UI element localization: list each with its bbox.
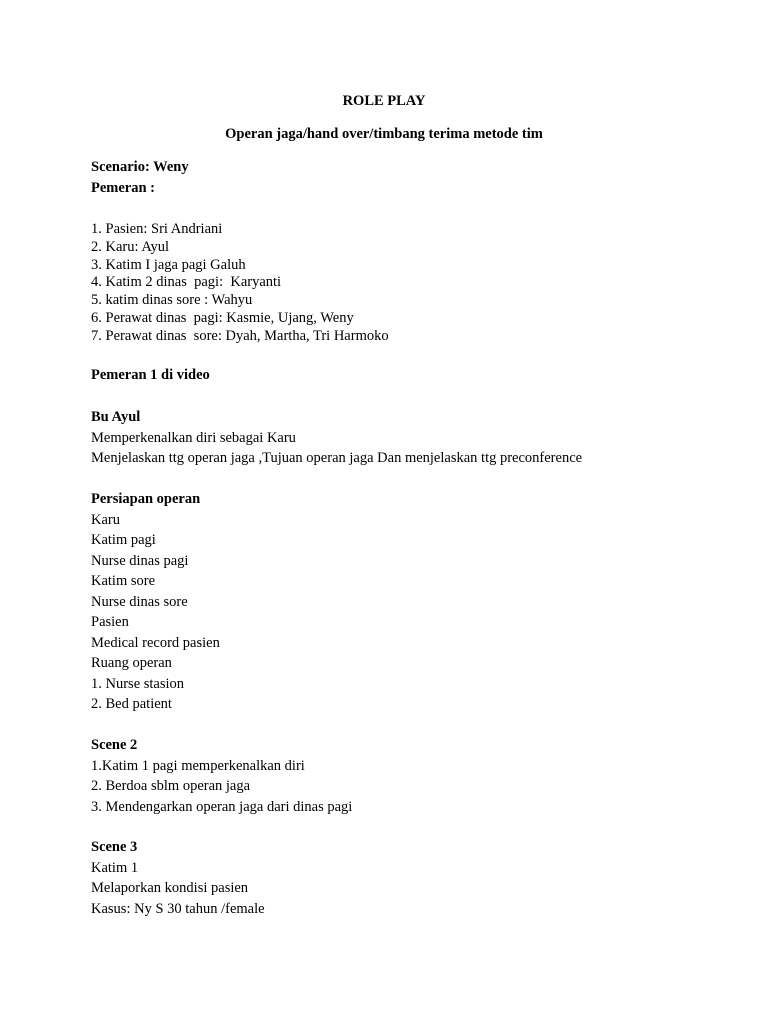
section-line: Melaporkan kondisi pasien [91,880,249,896]
section-line: Karu [91,511,120,528]
section-line: Nurse dinas sore [91,593,188,610]
cast-item: 2. Karu: Ayul [91,238,170,255]
document-title: ROLE PLAY [342,93,426,109]
section-line: Nurse dinas pagi [91,552,189,569]
cast-item: 3. Katim I jaga pagi Galuh [91,256,246,273]
section-line: Memperkenalkan diri sebagai Karu [91,429,296,446]
section-line: Pasien [91,614,129,630]
cast-item: 5. katim dinas sore : Wahyu [91,292,253,309]
section-line: 3. Mendengarkan operan jaga dari dinas pagi [91,798,353,815]
video-heading: Pemeran 1 di video [91,367,210,383]
section-line: 2. Berdoa sblm operan jaga [91,778,251,794]
section-line: 2. Bed patient [91,696,172,712]
cast-heading: Pemeran : [91,180,156,196]
cast-item: 7. Perawat dinas sore: Dyah, Martha, Tri Harmoko [91,327,389,344]
section-line: 1.Katim 1 pagi memperkenalkan diri [91,757,305,774]
section-line: Katim 1 [91,859,139,876]
document-subtitle: Operan jaga/hand over/timbang terima metode tim [225,126,543,142]
section-line: Katim pagi [91,532,156,548]
bu-ayul-section [91,407,731,469]
persiapan-section [91,489,731,715]
section-line: Ruang operan [91,655,172,671]
scenario-label: Scenario: Weny [91,159,189,175]
cast-item: 1. Pasien: Sri Andriani [91,221,223,237]
cast-list [91,221,731,346]
section-line: 1. Nurse stasion [91,675,185,692]
section-line: Kasus: Ny S 30 tahun /female [91,900,265,917]
scene-2-section [91,735,731,817]
scene-3-section [91,837,731,919]
section-line: Medical record pasien [91,634,220,651]
cast-item: 4. Katim 2 dinas pagi: Karyanti [91,274,282,291]
section-heading: Persiapan operan [91,491,201,507]
section-heading: Scene 3 [91,839,138,855]
section-heading: Scene 2 [91,737,138,753]
section-heading: Bu Ayul [91,409,141,425]
cast-item: 6. Perawat dinas pagi: Kasmie, Ujang, Weny [91,309,354,326]
section-line: Menjelaskan ttg operan jaga ,Tujuan operan jaga Dan menjelaskan ttg preconference [91,450,583,466]
section-line: Katim sore [91,573,156,589]
